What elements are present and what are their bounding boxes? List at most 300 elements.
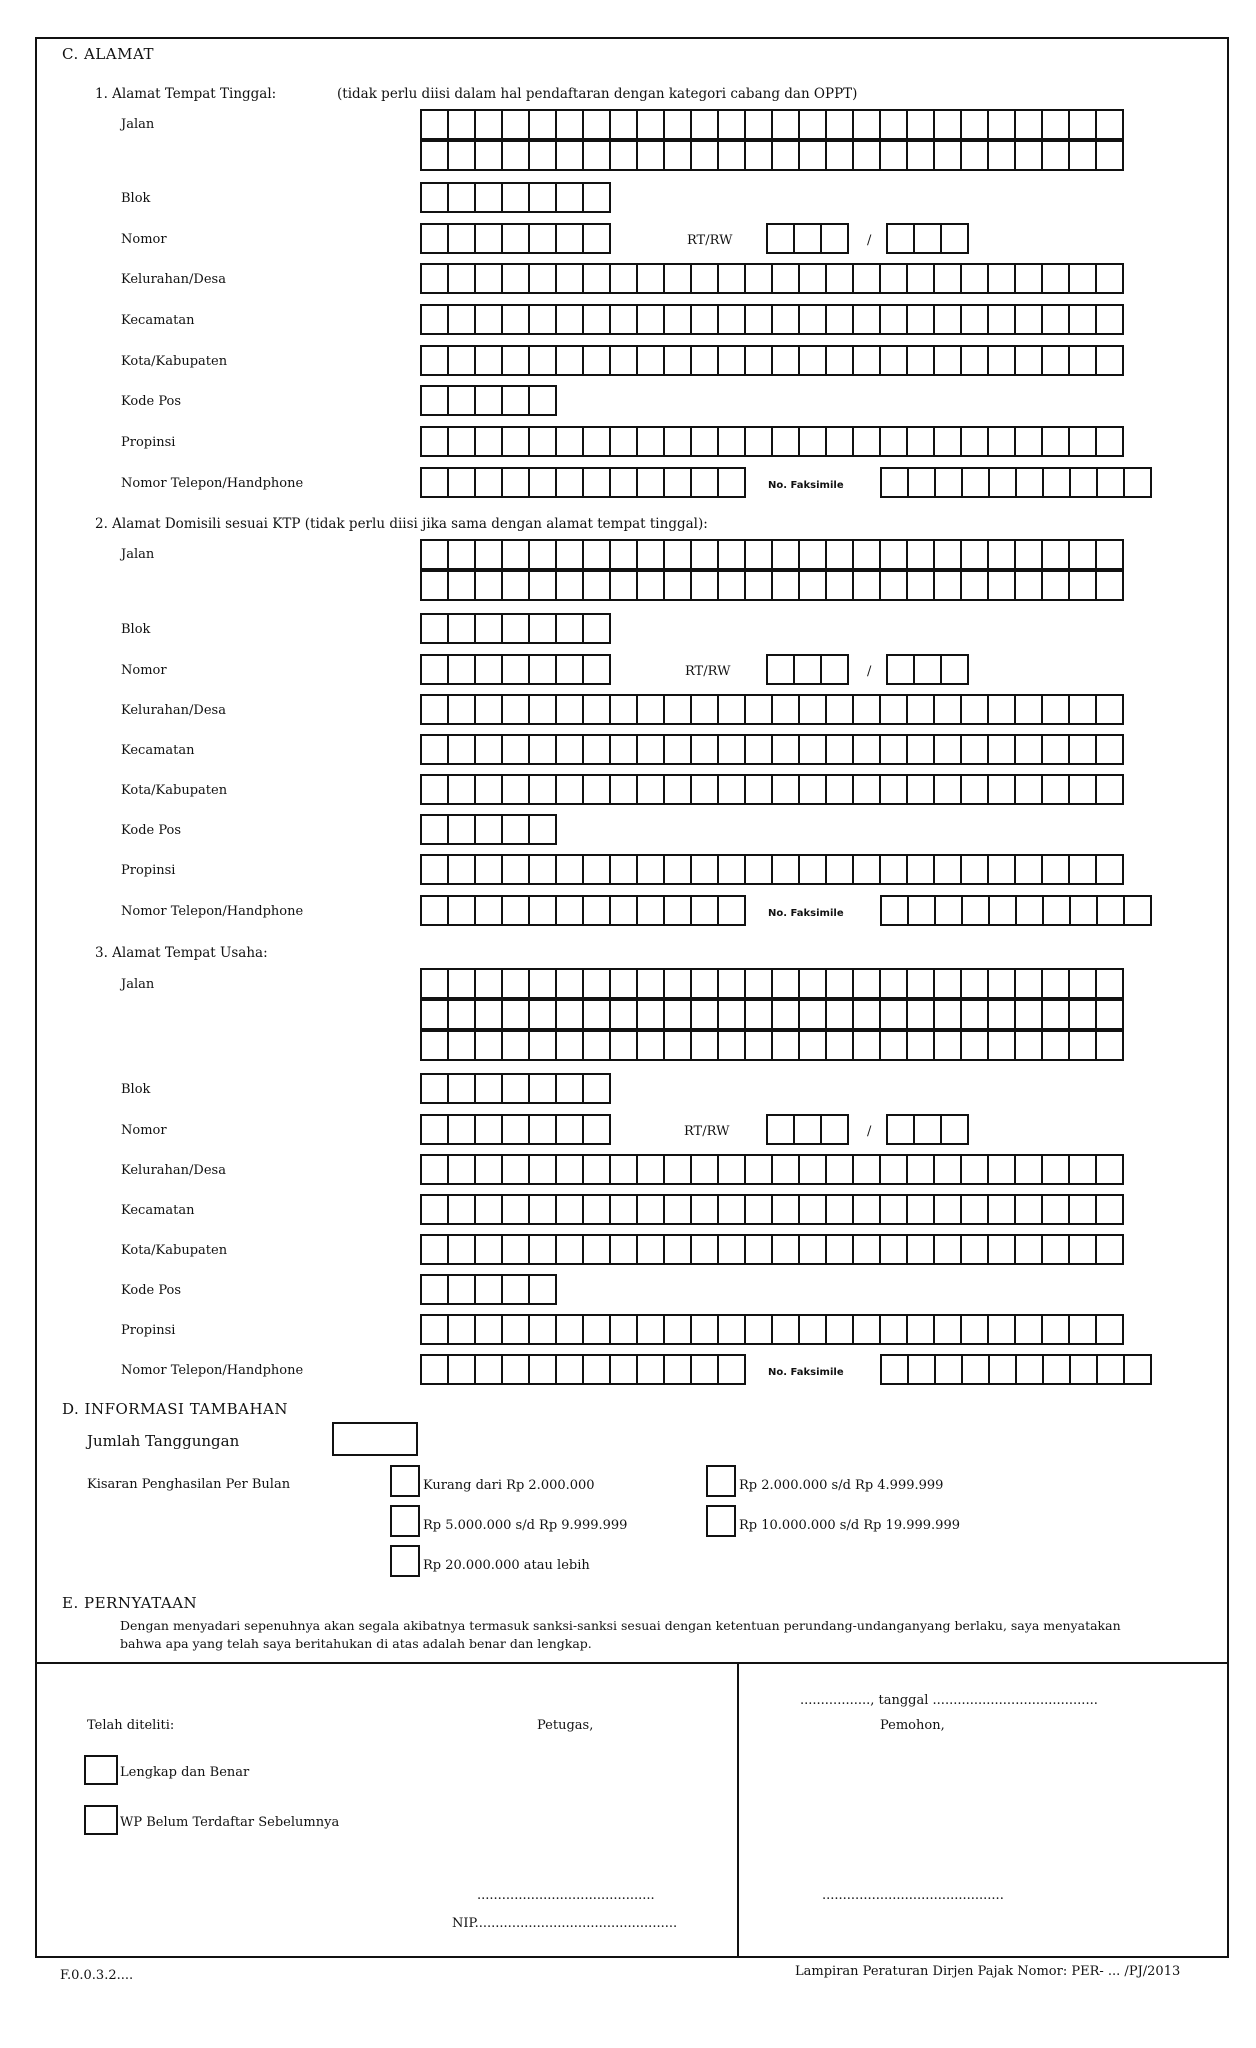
char-cell[interactable] xyxy=(501,109,530,140)
char-cell[interactable] xyxy=(825,774,854,805)
char-cell[interactable] xyxy=(501,1194,530,1225)
char-cell[interactable] xyxy=(636,1314,665,1345)
char-cell[interactable] xyxy=(744,304,773,335)
char-cell[interactable] xyxy=(528,854,557,885)
char-cell[interactable] xyxy=(582,467,611,498)
char-cell[interactable] xyxy=(1014,854,1043,885)
char-cell[interactable] xyxy=(744,1314,773,1345)
char-cell[interactable] xyxy=(933,1234,962,1265)
char-cell[interactable] xyxy=(474,895,503,926)
char-cell[interactable] xyxy=(1096,1354,1125,1385)
char-cell[interactable] xyxy=(636,140,665,171)
kota-input-2[interactable] xyxy=(420,774,1122,805)
char-cell[interactable] xyxy=(447,1234,476,1265)
char-cell[interactable] xyxy=(987,345,1016,376)
char-cell[interactable] xyxy=(744,140,773,171)
char-cell[interactable] xyxy=(420,1073,449,1104)
char-cell[interactable] xyxy=(663,539,692,570)
char-cell[interactable] xyxy=(906,539,935,570)
char-cell[interactable] xyxy=(447,223,476,254)
char-cell[interactable] xyxy=(825,734,854,765)
char-cell[interactable] xyxy=(906,734,935,765)
char-cell[interactable] xyxy=(690,1234,719,1265)
char-cell[interactable] xyxy=(852,774,881,805)
char-cell[interactable] xyxy=(663,1154,692,1185)
char-cell[interactable] xyxy=(825,109,854,140)
char-cell[interactable] xyxy=(852,426,881,457)
char-cell[interactable] xyxy=(663,467,692,498)
char-cell[interactable] xyxy=(609,1194,638,1225)
char-cell[interactable] xyxy=(528,1274,557,1305)
char-cell[interactable] xyxy=(420,1314,449,1345)
char-cell[interactable] xyxy=(717,1314,746,1345)
char-cell[interactable] xyxy=(501,613,530,644)
char-cell[interactable] xyxy=(825,694,854,725)
char-cell[interactable] xyxy=(609,570,638,601)
char-cell[interactable] xyxy=(501,467,530,498)
char-cell[interactable] xyxy=(798,854,827,885)
char-cell[interactable] xyxy=(636,968,665,999)
char-cell[interactable] xyxy=(825,345,854,376)
char-cell[interactable] xyxy=(447,304,476,335)
char-cell[interactable] xyxy=(744,734,773,765)
char-cell[interactable] xyxy=(420,999,449,1030)
char-cell[interactable] xyxy=(879,263,908,294)
char-cell[interactable] xyxy=(501,570,530,601)
char-cell[interactable] xyxy=(636,1154,665,1185)
char-cell[interactable] xyxy=(663,968,692,999)
char-cell[interactable] xyxy=(906,1030,935,1061)
char-cell[interactable] xyxy=(555,223,584,254)
char-cell[interactable] xyxy=(447,814,476,845)
char-cell[interactable] xyxy=(1095,1030,1124,1061)
kecamatan-input-1[interactable] xyxy=(420,304,1122,335)
char-cell[interactable] xyxy=(582,345,611,376)
char-cell[interactable] xyxy=(636,345,665,376)
char-cell[interactable] xyxy=(825,263,854,294)
char-cell[interactable] xyxy=(636,999,665,1030)
char-cell[interactable] xyxy=(528,1030,557,1061)
char-cell[interactable] xyxy=(1014,1154,1043,1185)
char-cell[interactable] xyxy=(879,734,908,765)
char-cell[interactable] xyxy=(447,140,476,171)
char-cell[interactable] xyxy=(690,854,719,885)
char-cell[interactable] xyxy=(690,968,719,999)
char-cell[interactable] xyxy=(717,854,746,885)
char-cell[interactable] xyxy=(852,140,881,171)
char-cell[interactable] xyxy=(717,1154,746,1185)
char-cell[interactable] xyxy=(987,570,1016,601)
char-cell[interactable] xyxy=(555,109,584,140)
char-cell[interactable] xyxy=(636,774,665,805)
char-cell[interactable] xyxy=(913,1114,942,1145)
char-cell[interactable] xyxy=(717,999,746,1030)
char-cell[interactable] xyxy=(528,182,557,213)
char-cell[interactable] xyxy=(1095,734,1124,765)
char-cell[interactable] xyxy=(771,694,800,725)
char-cell[interactable] xyxy=(1041,1314,1070,1345)
char-cell[interactable] xyxy=(933,345,962,376)
char-cell[interactable] xyxy=(906,109,935,140)
char-cell[interactable] xyxy=(1068,140,1097,171)
char-cell[interactable] xyxy=(555,734,584,765)
char-cell[interactable] xyxy=(609,1154,638,1185)
char-cell[interactable] xyxy=(528,999,557,1030)
nomor-input-3[interactable] xyxy=(420,1114,609,1145)
char-cell[interactable] xyxy=(663,1314,692,1345)
char-cell[interactable] xyxy=(1014,1234,1043,1265)
char-cell[interactable] xyxy=(528,1114,557,1145)
char-cell[interactable] xyxy=(636,426,665,457)
char-cell[interactable] xyxy=(690,694,719,725)
char-cell[interactable] xyxy=(820,1114,849,1145)
char-cell[interactable] xyxy=(609,539,638,570)
char-cell[interactable] xyxy=(717,109,746,140)
char-cell[interactable] xyxy=(555,1073,584,1104)
char-cell[interactable] xyxy=(1123,1354,1152,1385)
char-cell[interactable] xyxy=(663,426,692,457)
char-cell[interactable] xyxy=(879,109,908,140)
char-cell[interactable] xyxy=(609,1234,638,1265)
propinsi-input-2[interactable] xyxy=(420,854,1122,885)
jalan-input-2a[interactable] xyxy=(420,539,1122,570)
char-cell[interactable] xyxy=(1014,968,1043,999)
propinsi-input-3[interactable] xyxy=(420,1314,1122,1345)
char-cell[interactable] xyxy=(825,1314,854,1345)
char-cell[interactable] xyxy=(420,1030,449,1061)
char-cell[interactable] xyxy=(987,1314,1016,1345)
char-cell[interactable] xyxy=(474,1154,503,1185)
char-cell[interactable] xyxy=(933,1030,962,1061)
char-cell[interactable] xyxy=(852,1154,881,1185)
char-cell[interactable] xyxy=(501,182,530,213)
char-cell[interactable] xyxy=(879,1154,908,1185)
char-cell[interactable] xyxy=(987,774,1016,805)
char-cell[interactable] xyxy=(933,1194,962,1225)
char-cell[interactable] xyxy=(474,1354,503,1385)
char-cell[interactable] xyxy=(636,304,665,335)
char-cell[interactable] xyxy=(555,467,584,498)
char-cell[interactable] xyxy=(501,263,530,294)
char-cell[interactable] xyxy=(879,140,908,171)
char-cell[interactable] xyxy=(501,385,530,416)
char-cell[interactable] xyxy=(609,467,638,498)
char-cell[interactable] xyxy=(825,1194,854,1225)
char-cell[interactable] xyxy=(1095,968,1124,999)
char-cell[interactable] xyxy=(852,345,881,376)
char-cell[interactable] xyxy=(771,1154,800,1185)
char-cell[interactable] xyxy=(582,109,611,140)
char-cell[interactable] xyxy=(528,1354,557,1385)
char-cell[interactable] xyxy=(798,304,827,335)
char-cell[interactable] xyxy=(940,654,969,685)
kecamatan-input-3[interactable] xyxy=(420,1194,1122,1225)
jalan-input-1b[interactable] xyxy=(420,140,1122,171)
char-cell[interactable] xyxy=(663,694,692,725)
char-cell[interactable] xyxy=(663,345,692,376)
char-cell[interactable] xyxy=(474,263,503,294)
char-cell[interactable] xyxy=(1095,263,1124,294)
char-cell[interactable] xyxy=(420,1194,449,1225)
telepon-input-2[interactable] xyxy=(420,895,744,926)
char-cell[interactable] xyxy=(690,539,719,570)
char-cell[interactable] xyxy=(555,1194,584,1225)
char-cell[interactable] xyxy=(880,1354,909,1385)
char-cell[interactable] xyxy=(744,694,773,725)
char-cell[interactable] xyxy=(555,1114,584,1145)
char-cell[interactable] xyxy=(771,1234,800,1265)
char-cell[interactable] xyxy=(987,968,1016,999)
kelurahan-input-1[interactable] xyxy=(420,263,1122,294)
char-cell[interactable] xyxy=(987,304,1016,335)
char-cell[interactable] xyxy=(528,654,557,685)
char-cell[interactable] xyxy=(582,263,611,294)
char-cell[interactable] xyxy=(960,570,989,601)
char-cell[interactable] xyxy=(609,1354,638,1385)
char-cell[interactable] xyxy=(582,1114,611,1145)
char-cell[interactable] xyxy=(987,999,1016,1030)
char-cell[interactable] xyxy=(798,774,827,805)
char-cell[interactable] xyxy=(717,734,746,765)
char-cell[interactable] xyxy=(447,1114,476,1145)
char-cell[interactable] xyxy=(501,1234,530,1265)
char-cell[interactable] xyxy=(420,895,449,926)
char-cell[interactable] xyxy=(880,467,909,498)
char-cell[interactable] xyxy=(766,654,795,685)
char-cell[interactable] xyxy=(1095,1154,1124,1185)
char-cell[interactable] xyxy=(933,854,962,885)
char-cell[interactable] xyxy=(555,774,584,805)
char-cell[interactable] xyxy=(933,263,962,294)
char-cell[interactable] xyxy=(528,109,557,140)
char-cell[interactable] xyxy=(744,1194,773,1225)
char-cell[interactable] xyxy=(879,345,908,376)
char-cell[interactable] xyxy=(663,854,692,885)
char-cell[interactable] xyxy=(879,426,908,457)
char-cell[interactable] xyxy=(447,539,476,570)
char-cell[interactable] xyxy=(474,854,503,885)
char-cell[interactable] xyxy=(906,1314,935,1345)
char-cell[interactable] xyxy=(1095,140,1124,171)
char-cell[interactable] xyxy=(961,467,990,498)
char-cell[interactable] xyxy=(771,734,800,765)
kelurahan-input-3[interactable] xyxy=(420,1154,1122,1185)
char-cell[interactable] xyxy=(447,654,476,685)
char-cell[interactable] xyxy=(636,1194,665,1225)
char-cell[interactable] xyxy=(960,694,989,725)
char-cell[interactable] xyxy=(825,1234,854,1265)
char-cell[interactable] xyxy=(447,694,476,725)
char-cell[interactable] xyxy=(933,539,962,570)
char-cell[interactable] xyxy=(609,854,638,885)
char-cell[interactable] xyxy=(771,774,800,805)
char-cell[interactable] xyxy=(960,1030,989,1061)
char-cell[interactable] xyxy=(582,999,611,1030)
char-cell[interactable] xyxy=(690,426,719,457)
char-cell[interactable] xyxy=(582,1154,611,1185)
char-cell[interactable] xyxy=(1069,467,1098,498)
income-option-2-checkbox[interactable] xyxy=(706,1465,736,1497)
char-cell[interactable] xyxy=(501,1314,530,1345)
char-cell[interactable] xyxy=(1041,1234,1070,1265)
char-cell[interactable] xyxy=(1068,1030,1097,1061)
char-cell[interactable] xyxy=(907,467,936,498)
char-cell[interactable] xyxy=(582,774,611,805)
char-cell[interactable] xyxy=(447,1030,476,1061)
char-cell[interactable] xyxy=(474,223,503,254)
char-cell[interactable] xyxy=(717,345,746,376)
char-cell[interactable] xyxy=(582,426,611,457)
char-cell[interactable] xyxy=(960,426,989,457)
char-cell[interactable] xyxy=(609,694,638,725)
char-cell[interactable] xyxy=(420,613,449,644)
char-cell[interactable] xyxy=(636,895,665,926)
char-cell[interactable] xyxy=(987,426,1016,457)
char-cell[interactable] xyxy=(609,968,638,999)
char-cell[interactable] xyxy=(852,109,881,140)
char-cell[interactable] xyxy=(1014,263,1043,294)
char-cell[interactable] xyxy=(501,345,530,376)
char-cell[interactable] xyxy=(555,694,584,725)
char-cell[interactable] xyxy=(420,467,449,498)
char-cell[interactable] xyxy=(717,895,746,926)
char-cell[interactable] xyxy=(1068,968,1097,999)
char-cell[interactable] xyxy=(447,734,476,765)
char-cell[interactable] xyxy=(1068,263,1097,294)
char-cell[interactable] xyxy=(447,263,476,294)
rw-input-3[interactable] xyxy=(886,1114,967,1145)
char-cell[interactable] xyxy=(555,182,584,213)
char-cell[interactable] xyxy=(420,345,449,376)
char-cell[interactable] xyxy=(852,1314,881,1345)
char-cell[interactable] xyxy=(744,774,773,805)
char-cell[interactable] xyxy=(879,304,908,335)
char-cell[interactable] xyxy=(852,968,881,999)
char-cell[interactable] xyxy=(420,426,449,457)
char-cell[interactable] xyxy=(501,223,530,254)
char-cell[interactable] xyxy=(988,895,1017,926)
char-cell[interactable] xyxy=(825,539,854,570)
char-cell[interactable] xyxy=(988,1354,1017,1385)
char-cell[interactable] xyxy=(663,999,692,1030)
char-cell[interactable] xyxy=(528,570,557,601)
char-cell[interactable] xyxy=(744,426,773,457)
jalan-input-3c[interactable] xyxy=(420,1030,1122,1061)
char-cell[interactable] xyxy=(501,1154,530,1185)
char-cell[interactable] xyxy=(717,1030,746,1061)
char-cell[interactable] xyxy=(501,895,530,926)
char-cell[interactable] xyxy=(771,109,800,140)
char-cell[interactable] xyxy=(852,1030,881,1061)
char-cell[interactable] xyxy=(798,263,827,294)
char-cell[interactable] xyxy=(798,539,827,570)
char-cell[interactable] xyxy=(663,895,692,926)
char-cell[interactable] xyxy=(501,304,530,335)
char-cell[interactable] xyxy=(474,1114,503,1145)
char-cell[interactable] xyxy=(798,1314,827,1345)
char-cell[interactable] xyxy=(1041,426,1070,457)
char-cell[interactable] xyxy=(934,895,963,926)
char-cell[interactable] xyxy=(609,140,638,171)
char-cell[interactable] xyxy=(582,539,611,570)
char-cell[interactable] xyxy=(528,304,557,335)
char-cell[interactable] xyxy=(1095,999,1124,1030)
char-cell[interactable] xyxy=(474,999,503,1030)
char-cell[interactable] xyxy=(663,1234,692,1265)
char-cell[interactable] xyxy=(852,734,881,765)
char-cell[interactable] xyxy=(447,1194,476,1225)
char-cell[interactable] xyxy=(1095,345,1124,376)
char-cell[interactable] xyxy=(960,968,989,999)
char-cell[interactable] xyxy=(771,1030,800,1061)
char-cell[interactable] xyxy=(852,570,881,601)
char-cell[interactable] xyxy=(1041,999,1070,1030)
income-option-3-checkbox[interactable] xyxy=(390,1505,420,1537)
char-cell[interactable] xyxy=(528,734,557,765)
char-cell[interactable] xyxy=(906,968,935,999)
char-cell[interactable] xyxy=(690,895,719,926)
char-cell[interactable] xyxy=(690,1314,719,1345)
char-cell[interactable] xyxy=(798,694,827,725)
char-cell[interactable] xyxy=(420,109,449,140)
char-cell[interactable] xyxy=(447,1073,476,1104)
char-cell[interactable] xyxy=(879,570,908,601)
char-cell[interactable] xyxy=(825,140,854,171)
char-cell[interactable] xyxy=(555,854,584,885)
telepon-input-3[interactable] xyxy=(420,1354,744,1385)
char-cell[interactable] xyxy=(798,1194,827,1225)
char-cell[interactable] xyxy=(447,385,476,416)
char-cell[interactable] xyxy=(609,345,638,376)
char-cell[interactable] xyxy=(420,385,449,416)
char-cell[interactable] xyxy=(933,570,962,601)
char-cell[interactable] xyxy=(474,1234,503,1265)
char-cell[interactable] xyxy=(1068,999,1097,1030)
char-cell[interactable] xyxy=(933,999,962,1030)
char-cell[interactable] xyxy=(501,774,530,805)
nomor-input-2[interactable] xyxy=(420,654,609,685)
char-cell[interactable] xyxy=(501,968,530,999)
char-cell[interactable] xyxy=(1014,345,1043,376)
char-cell[interactable] xyxy=(913,223,942,254)
char-cell[interactable] xyxy=(798,1154,827,1185)
char-cell[interactable] xyxy=(987,539,1016,570)
char-cell[interactable] xyxy=(987,109,1016,140)
char-cell[interactable] xyxy=(744,1154,773,1185)
char-cell[interactable] xyxy=(1041,263,1070,294)
char-cell[interactable] xyxy=(1068,1234,1097,1265)
char-cell[interactable] xyxy=(555,304,584,335)
char-cell[interactable] xyxy=(1014,539,1043,570)
char-cell[interactable] xyxy=(582,654,611,685)
char-cell[interactable] xyxy=(906,140,935,171)
char-cell[interactable] xyxy=(1014,694,1043,725)
char-cell[interactable] xyxy=(420,814,449,845)
char-cell[interactable] xyxy=(1014,109,1043,140)
char-cell[interactable] xyxy=(474,304,503,335)
char-cell[interactable] xyxy=(420,654,449,685)
char-cell[interactable] xyxy=(1014,304,1043,335)
char-cell[interactable] xyxy=(582,140,611,171)
char-cell[interactable] xyxy=(1041,854,1070,885)
char-cell[interactable] xyxy=(934,1354,963,1385)
char-cell[interactable] xyxy=(474,1194,503,1225)
char-cell[interactable] xyxy=(690,774,719,805)
char-cell[interactable] xyxy=(880,895,909,926)
char-cell[interactable] xyxy=(582,1354,611,1385)
char-cell[interactable] xyxy=(771,263,800,294)
kota-input-1[interactable] xyxy=(420,345,1122,376)
